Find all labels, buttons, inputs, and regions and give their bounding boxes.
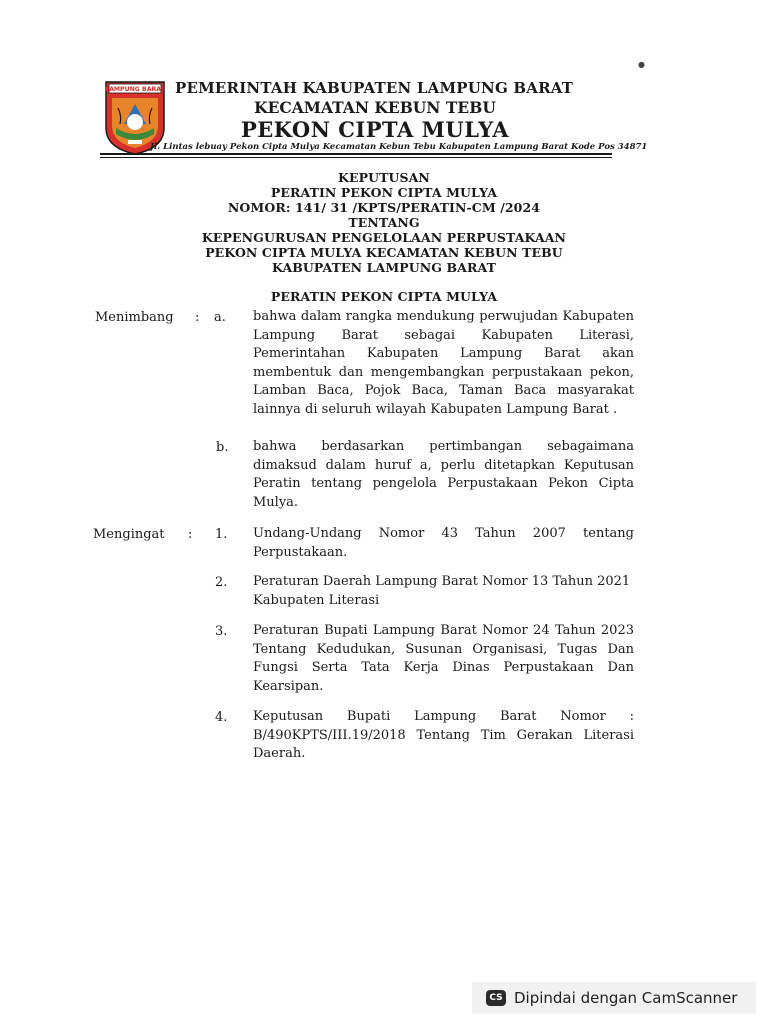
title-tentang: TENTANG [348, 215, 420, 230]
title-nomor: NOMOR: 141/ 31 /KPTS/PERATIN-CM /2024 [227, 200, 541, 215]
menimbang-item-b: bahwa berdasarkan pertimbangan sebagaimana dimaksud dalam huruf a, perlu ditetapkan Keputusan Peratin tentang pengelola Perpustakaan Pekon Cipta Mulya. [253, 439, 634, 510]
letterhead-district: KECAMATAN KEBUN TEBU [254, 98, 496, 117]
menimbang-marker-a: a. [214, 310, 226, 325]
mengingat-marker-1: 1. [215, 527, 228, 542]
mengingat-item-2: Peraturan Daerah Lampung Barat Nomor 13 Tahun 2021 Kabupaten Literasi [253, 574, 631, 608]
letterhead-rule-thick [100, 153, 612, 155]
camscanner-watermark [472, 982, 756, 1014]
title-peratin: PERATIN PEKON CIPTA MULYA [270, 185, 498, 200]
menimbang-marker-b: b. [216, 440, 229, 455]
title-keputusan: KEPUTUSAN [338, 170, 430, 185]
letterhead-rule-thin [100, 157, 612, 158]
logo-text: LAMPUNG BARAT [105, 86, 165, 93]
mengingat-marker-3: 3. [215, 624, 228, 639]
menimbang-colon: : [195, 310, 200, 325]
mengingat-label: Mengingat [93, 527, 165, 542]
menimbang-label: Menimbang [95, 310, 174, 325]
camscanner-icon: CS [486, 990, 506, 1006]
mengingat-item-4: Keputusan Bupati Lampung Barat Nomor : B/490KPTS/III.19/2018 Tentang Tim Gerakan Literasi Daerah. [253, 709, 634, 761]
camscanner-text: Dipindai dengan CamScanner [514, 989, 738, 1007]
scan-speck: ● [638, 60, 645, 69]
mengingat-item-3: Peraturan Bupati Lampung Barat Nomor 24 Tahun 2023 Tentang Kedudukan, Susunan Organisasi, Tugas Dan Fungsi Serta Tata Kerja Dinas Perpustakaan Dan Kearsipan. [253, 623, 634, 694]
mengingat-marker-2: 2. [215, 575, 228, 590]
title-subject-1: KEPENGURUSAN PENGELOLAAN PERPUSTAKAAN [201, 230, 567, 245]
letterhead-government: PEMERINTAH KABUPATEN LAMPUNG BARAT [175, 79, 574, 97]
menimbang-item-a: bahwa dalam rangka mendukung perwujudan Kabupaten Lampung Barat sebagai Kabupaten Literasi, Pemerintahan Kabupaten Lampung Barat akan membentuk dan mengembangkan perpustakaan pekon, Lamban Baca, Pojok Baca, Taman Baca masyarakat lainnya di seluruh wilayah Kabupaten Lampung Barat . [253, 309, 634, 417]
issuer-heading: PERATIN PEKON CIPTA MULYA [270, 289, 498, 304]
mengingat-item-1: Undang-Undang Nomor 43 Tahun 2007 tentang Perpustakaan. [253, 526, 634, 560]
mengingat-marker-4: 4. [215, 710, 228, 725]
mengingat-colon: : [188, 527, 193, 542]
title-subject-3: KABUPATEN LAMPUNG BARAT [272, 260, 496, 275]
letterhead-village: PEKON CIPTA MULYA [240, 117, 510, 142]
letterhead-address: Jl. Lintas lebuay Pekon Cipta Mulya Kecamatan Kebun Tebu Kabupaten Lampung Barat Kode Pos 34871 [150, 142, 648, 152]
title-subject-2: PEKON CIPTA MULYA KECAMATAN KEBUN TEBU [205, 245, 563, 260]
